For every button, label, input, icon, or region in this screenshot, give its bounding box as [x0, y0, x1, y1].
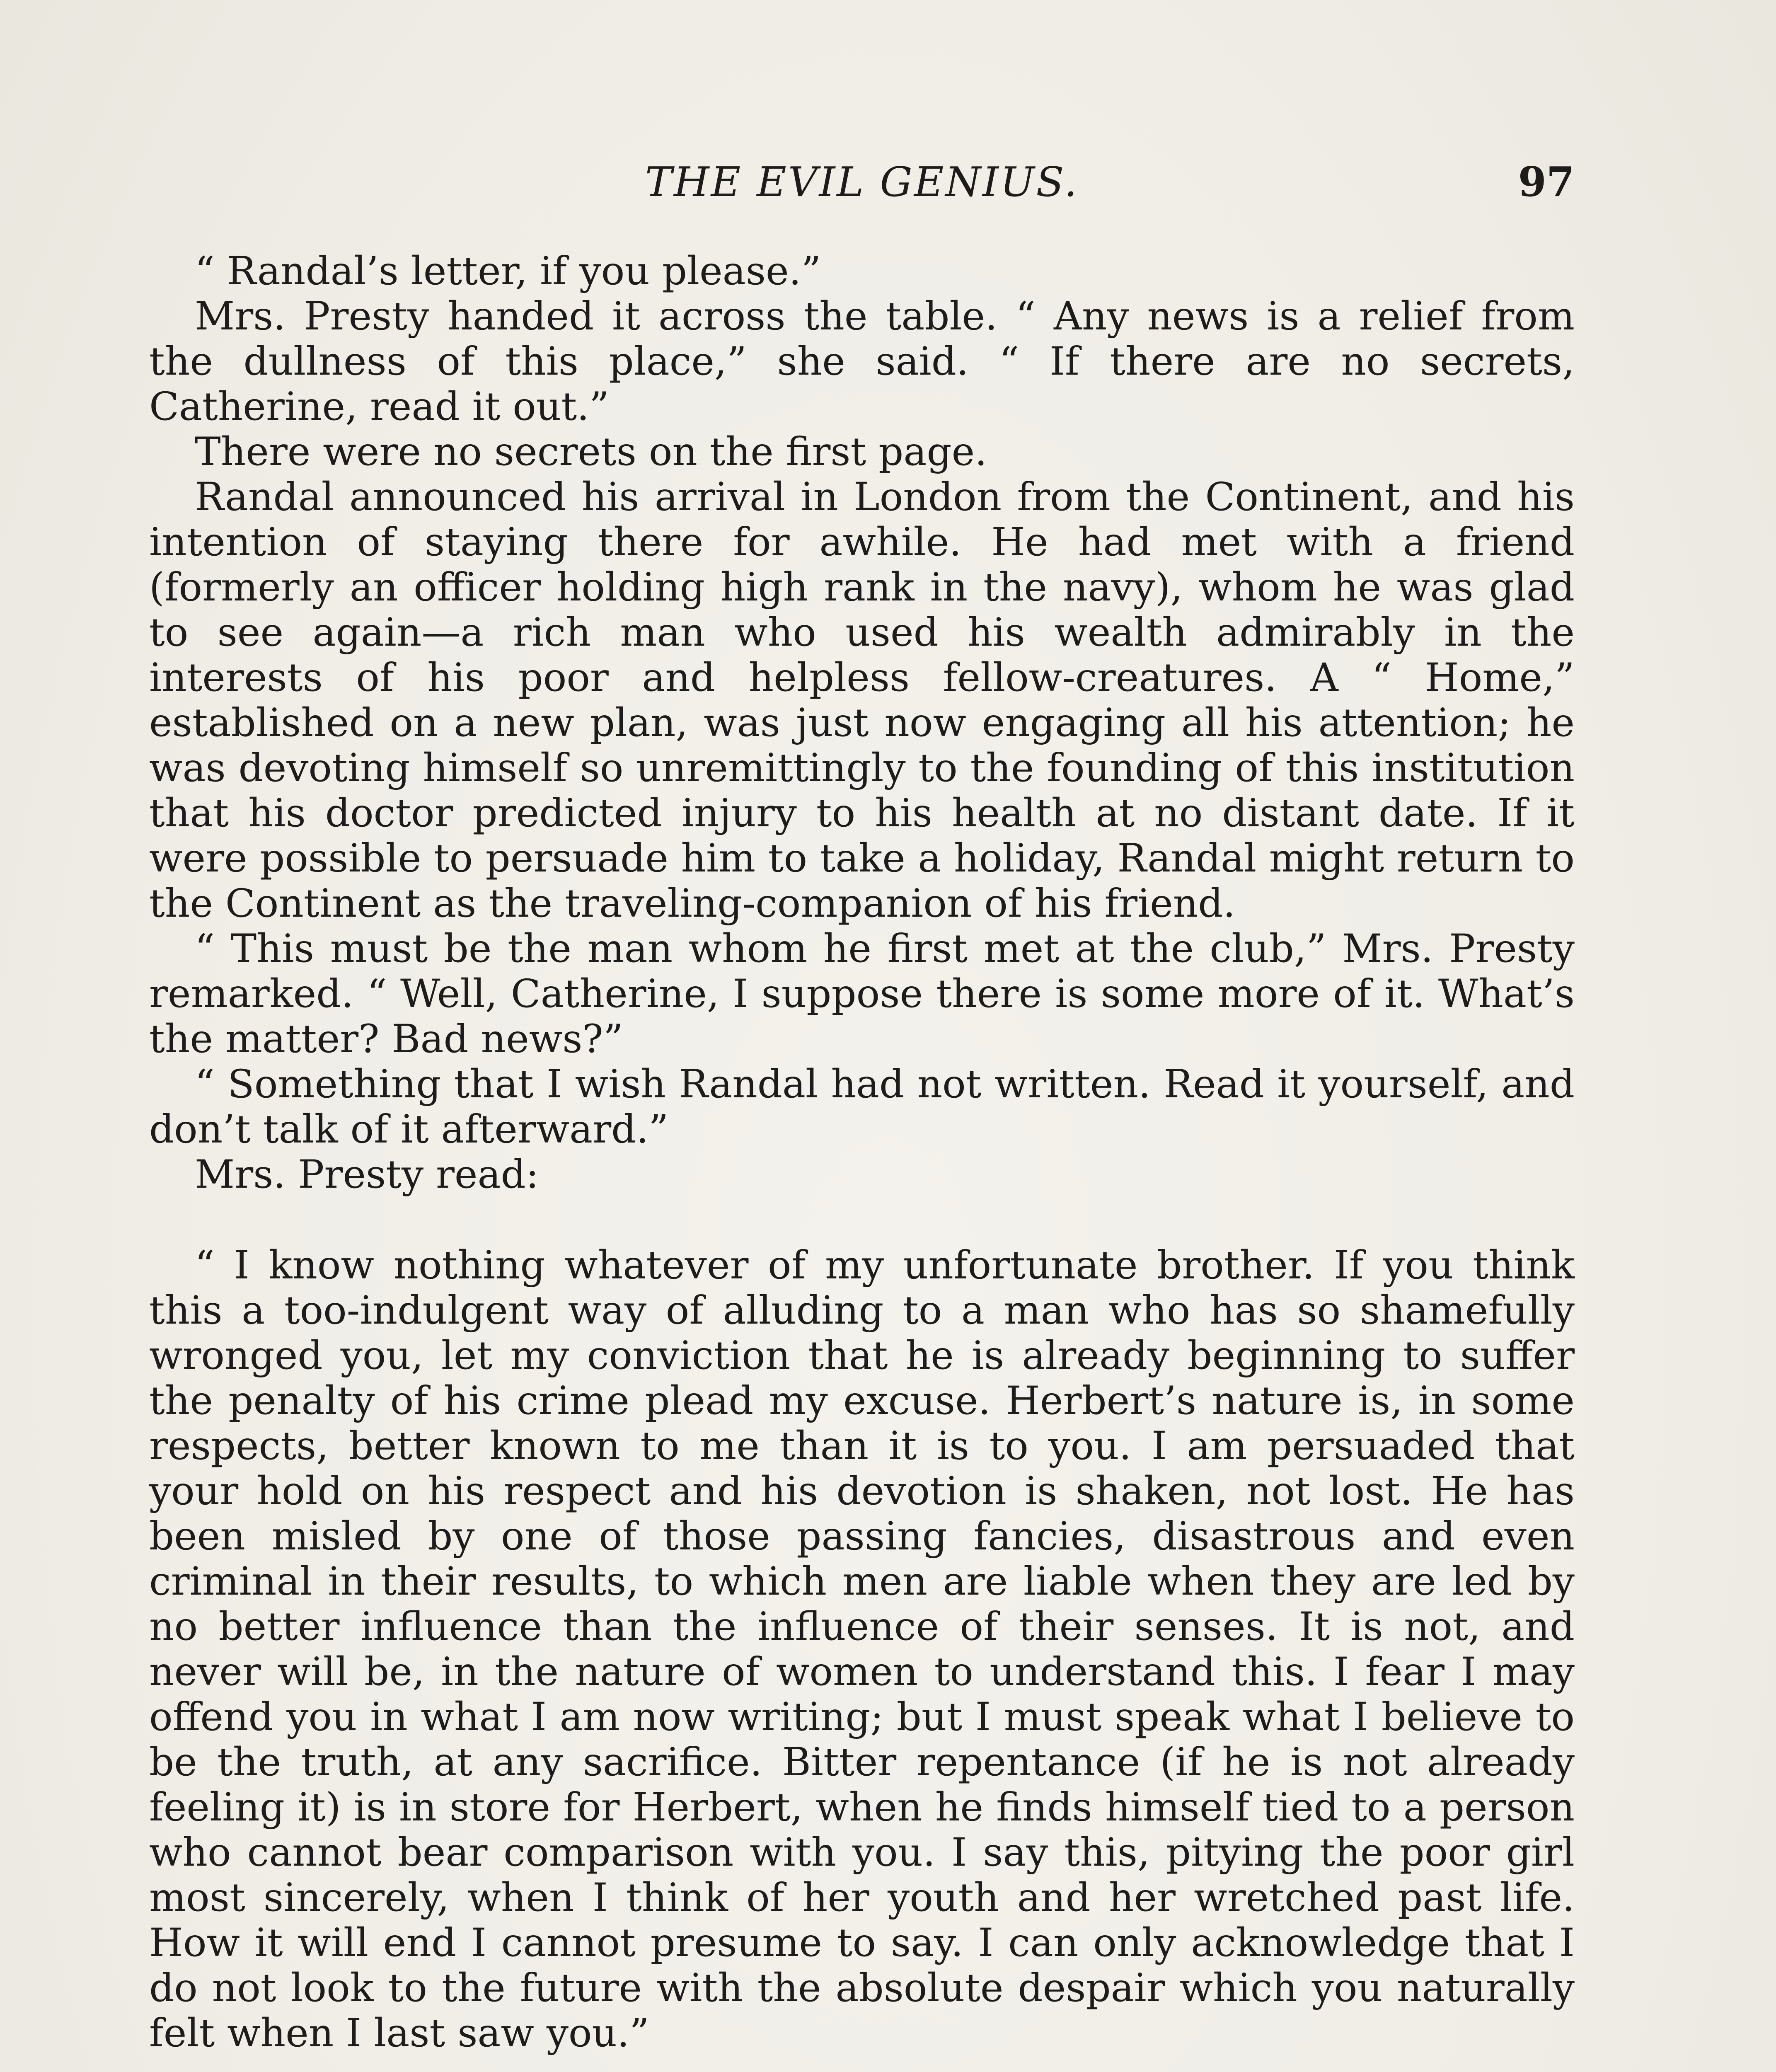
paragraph: Mrs. Presty handed it across the table. “ Any news is a relief from the dullness of this place,” she said. “ If there are no secrets, Catherine, read it out.”: [149, 294, 1575, 429]
body-text: [149, 249, 1575, 2072]
running-head: THE EVIL GENIUS.: [645, 159, 1079, 206]
paragraph: “ This must be the man whom he first met at the club,” Mrs. Presty remarked. “ Well, Catherine, I suppose there is some more of it. What’s the matter? Bad news?”: [149, 926, 1575, 1062]
page-header: [149, 153, 1575, 211]
paragraph: Randal announced his arrival in London from the Continent, and his intention of staying there for awhile. He had met with a friend (formerly an officer holding high rank in the navy), whom he was glad to see again—a rich man who used his wealth admirably in the interests of his poor and helpless fellow-creatures. A “ Home,” established on a new plan, was just now engaging all his attention; he was devoting himself so unremittingly to the founding of this institution that his doctor predicted injury to his health at no distant date. If it were possible to persuade him to take a holiday, Randal might return to the Continent as the traveling-companion of his friend.: [149, 474, 1575, 926]
paragraph: “ Something that I wish Randal had not written. Read it yourself, and don’t talk of it afterward.”: [149, 1062, 1575, 1152]
page-number: 97: [1518, 158, 1575, 206]
paragraph: “ Randal’s letter, if you please.”: [195, 249, 821, 294]
paragraph: Mrs. Presty read:: [195, 1152, 539, 1197]
quoted-letter: “ I know nothing whatever of my unfortunate brother. If you think this a too-indulgent way of alluding to a man who has so shamefully wronged you, let my conviction that he is already beginning to suffer the penalty of his crime plead my excuse. Herbert’s nature is, in some respects, better known to me than it is to you. I am persuaded that your hold on his respect and his devotion is shaken, not lost. He has been misled by one of those passing fancies, disastrous and even criminal in their results, to which men are liable when they are led by no better influence than the influence of their senses. It is not, and never will be, in the nature of women to understand this. I fear I may offend you in what I am now writing; but I must speak what I believe to be the truth, at any sacrifice. Bitter repentance (if he is not already feeling it) is in store for Herbert, when he finds himself tied to a person who cannot bear comparison with you. I say this, pitying the poor girl most sincerely, when I think of her youth and her wretched past life. How it will end I cannot presume to say. I can only acknowledge that I do not look to the future with the absolute despair which you naturally felt when I last saw you.”: [149, 1243, 1575, 2056]
paragraph: There were no secrets on the first page.: [195, 429, 987, 474]
